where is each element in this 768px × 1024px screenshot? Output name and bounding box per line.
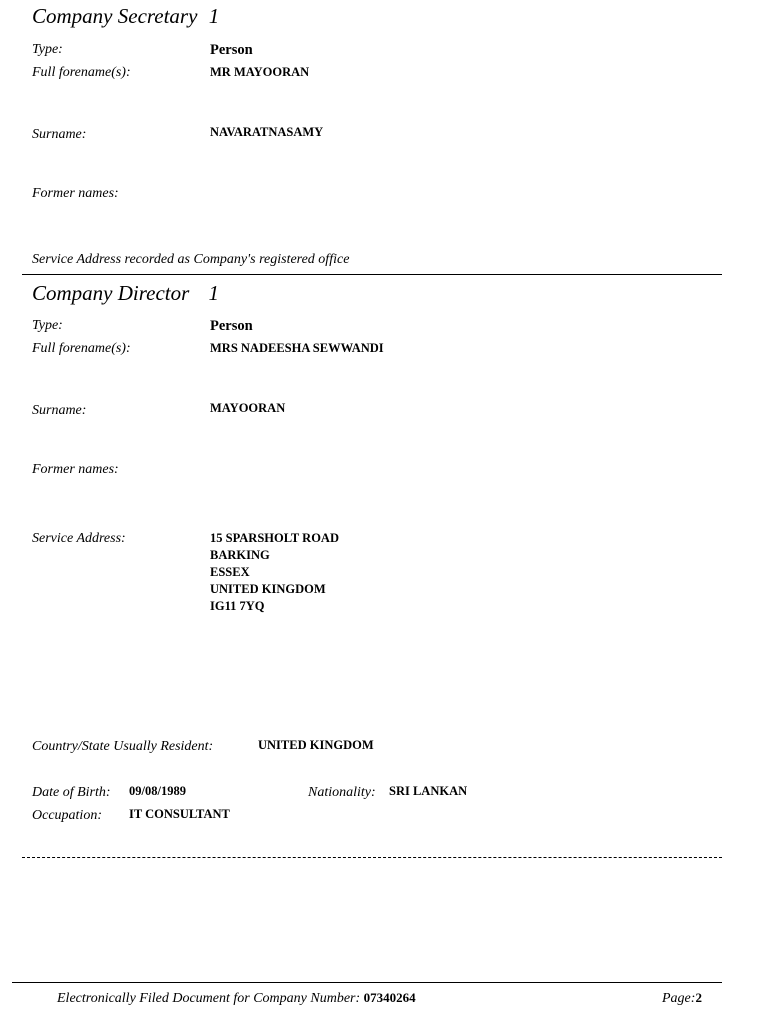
footer-page <box>662 990 702 1007</box>
footer-page-label: Page: <box>662 991 696 1006</box>
secretary-former-names-label: Former names: <box>32 186 119 201</box>
secretary-service-address-note: Service Address recorded as Company's registered office <box>32 252 350 267</box>
secretary-forename-value: MR MAYOORAN <box>210 65 310 79</box>
director-forename-value: MRS NADEESHA SEWWANDI <box>210 341 384 355</box>
director-former-names-label: Former names: <box>32 462 119 477</box>
address-line: BARKING <box>210 548 270 562</box>
director-forename-label: Full forename(s): <box>32 341 131 356</box>
director-nationality-value: SRI LANKAN <box>389 784 468 798</box>
secretary-heading-text: Company Secretary <box>32 4 198 28</box>
footer-text: Electronically Filed Document for Company Number: <box>57 991 361 1006</box>
director-surname-value: MAYOORAN <box>210 401 286 415</box>
address-line: ESSEX <box>210 565 250 579</box>
footer-divider <box>12 982 722 983</box>
director-heading-text: Company Director <box>32 281 190 305</box>
footer-company-number <box>57 990 416 1007</box>
director-dob-value: 09/08/1989 <box>129 784 186 798</box>
secretary-type-label: Type: <box>32 42 63 57</box>
section-divider <box>22 274 722 275</box>
secretary-heading <box>32 4 219 29</box>
address-line: IG11 7YQ <box>210 599 265 613</box>
director-surname-label: Surname: <box>32 403 87 418</box>
director-number: 1 <box>208 281 220 305</box>
secretary-forename-label: Full forename(s): <box>32 65 131 80</box>
footer-company-number-value: 07340264 <box>363 990 416 1005</box>
director-dob-label: Date of Birth: <box>32 785 111 800</box>
director-service-address <box>210 530 339 615</box>
director-type-label: Type: <box>32 318 63 333</box>
director-residence-value: UNITED KINGDOM <box>258 738 374 752</box>
address-line: 15 SPARSHOLT ROAD <box>210 531 339 545</box>
director-type-value: Person <box>210 318 253 334</box>
director-heading <box>32 281 219 306</box>
secretary-surname-label: Surname: <box>32 127 87 142</box>
secretary-type-value: Person <box>210 42 253 58</box>
footer-page-number: 2 <box>695 990 702 1005</box>
director-occupation-value: IT CONSULTANT <box>129 807 230 821</box>
director-occupation-label: Occupation: <box>32 808 102 823</box>
director-nationality-label: Nationality: <box>308 785 376 800</box>
end-of-section-dashed-divider <box>22 857 722 858</box>
address-line: UNITED KINGDOM <box>210 582 326 596</box>
secretary-number: 1 <box>208 4 220 28</box>
secretary-surname-value: NAVARATNASAMY <box>210 125 324 139</box>
director-residence-label: Country/State Usually Resident: <box>32 739 214 754</box>
director-service-address-label: Service Address: <box>32 531 126 546</box>
